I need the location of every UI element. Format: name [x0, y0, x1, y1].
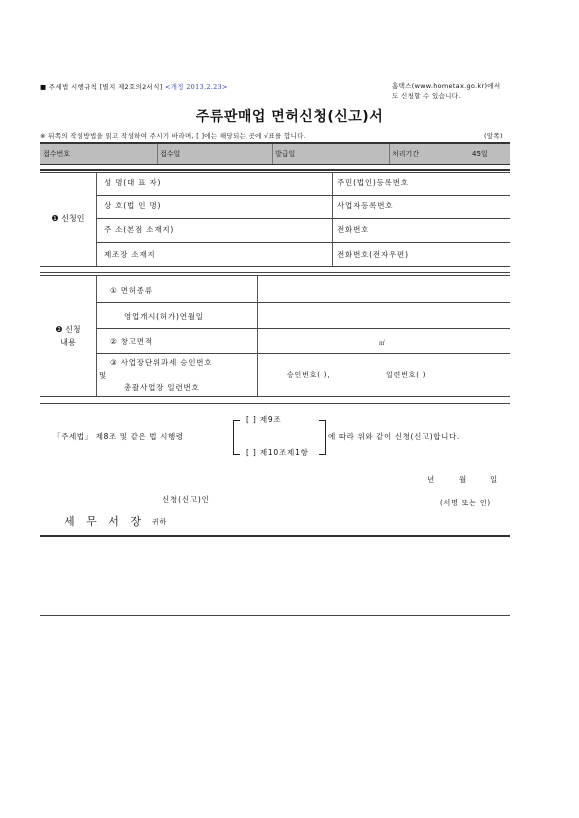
- processing-period-value: 45일: [472, 150, 488, 158]
- details-bottom-border: [40, 396, 510, 397]
- row-divider: [96, 353, 510, 354]
- section-top-border: [40, 169, 510, 171]
- details-label-divider: [96, 275, 97, 396]
- resident-id-label: 주민(법인)등록번호: [337, 178, 409, 187]
- approval-and-label: 및: [99, 371, 108, 380]
- row-divider: [96, 195, 510, 196]
- details-section-label: [40, 323, 96, 349]
- issue-date-label: 발급일: [275, 150, 296, 158]
- form-reference: [40, 82, 228, 91]
- recipient-tax-office: 세 무 서 장: [64, 515, 145, 528]
- trade-name-label: 상 호(법 인 명): [104, 201, 162, 210]
- row-divider: [96, 328, 510, 329]
- online-notice: [392, 81, 500, 101]
- serial-number-field: 일련번호( ): [386, 371, 427, 379]
- option-article-9: [ ] 제9조: [246, 415, 282, 424]
- page-indicator: (앞쪽): [484, 132, 503, 140]
- section-bottom-border: [40, 266, 510, 267]
- storage-area-label: ② 창고면적: [110, 337, 153, 346]
- details-section-label-line2: 내용: [60, 338, 76, 347]
- row-divider: [96, 218, 510, 219]
- applicant-section-label: ❶ 신청인: [51, 214, 85, 223]
- declaration-top-border: [40, 403, 510, 404]
- processing-period-label: 처리기간: [392, 150, 420, 158]
- approval-number-field: 승인번호( ),: [287, 371, 331, 379]
- license-type-label: ① 면허종류: [110, 286, 153, 295]
- online-notice-line1: 홈택스(www.hometax.go.kr)에서: [392, 82, 501, 90]
- date-month-label: 월: [459, 475, 468, 484]
- date-year-label: 년: [427, 475, 436, 484]
- form-ref-text: ■ 주세법 시행규칙 [별지 제2호의2서식]: [40, 83, 163, 91]
- online-notice-line2: 도 신청할 수 있습니다.: [392, 92, 461, 100]
- factory-location-label: 제조장 소재지: [104, 250, 156, 259]
- right-bracket: [319, 420, 326, 455]
- section-top-border-inner: [40, 172, 510, 173]
- applicant-label-divider: [96, 172, 97, 266]
- approval-number-label: ③ 사업장단위과세 승인번호: [110, 358, 213, 367]
- receipt-separator: [389, 144, 390, 164]
- serial-number-label: 총괄사업장 일련번호: [124, 383, 200, 392]
- receipt-number-label: 접수번호: [43, 150, 71, 158]
- area-unit: ㎡: [379, 340, 386, 347]
- row-divider: [96, 302, 510, 303]
- business-number-label: 사업자등록번호: [337, 201, 394, 210]
- declaration-suffix: 에 따라 위와 같이 신청(신고)합니다.: [328, 432, 460, 441]
- applicant-signature-label: 신청(신고)인: [162, 495, 210, 504]
- date-day-label: 일: [490, 475, 499, 484]
- details-top-border: [40, 272, 510, 273]
- address-label: 주 소(본점 소재지): [104, 225, 175, 234]
- receipt-separator: [272, 144, 273, 164]
- applicant-column-divider: [332, 172, 333, 266]
- phone-label: 전화번호: [337, 225, 370, 234]
- receipt-separator: [157, 144, 158, 164]
- instruction-note: ※ 뒤쪽의 작성방법을 읽고 작성하여 주시기 바라며, [ ]에는 해당되는 곳에 √표를 합니다.: [40, 132, 307, 140]
- details-top-border-inner: [40, 275, 510, 276]
- details-column-divider: [257, 275, 258, 396]
- option-article-10: [ ] 제10조제1항: [246, 448, 309, 457]
- declaration-prefix: 「주세법」 제8조 및 같은 법 시행령: [53, 432, 184, 441]
- row-divider: [96, 242, 510, 243]
- recipient-honorific: 귀하: [152, 518, 168, 526]
- signature-note: (서명 또는 인): [440, 499, 491, 507]
- left-bracket: [233, 420, 240, 455]
- open-date-label: 영업개시(허가)연월일: [124, 312, 204, 321]
- form-title: 주류판매업 면허신청(신고)서: [195, 109, 384, 125]
- attachment-bottom-border: [40, 615, 510, 616]
- name-label: 성 명(대 표 자): [104, 178, 162, 187]
- receipt-date-label: 접수일: [160, 150, 181, 158]
- receipt-bar: [40, 142, 510, 165]
- declaration-bottom-border: [40, 535, 510, 537]
- details-section-label-line1: ❷ 신청: [55, 325, 81, 334]
- revision-date: <개정 2013.2.23>: [164, 83, 228, 91]
- email-label: 전화번호(전자우편): [337, 250, 409, 259]
